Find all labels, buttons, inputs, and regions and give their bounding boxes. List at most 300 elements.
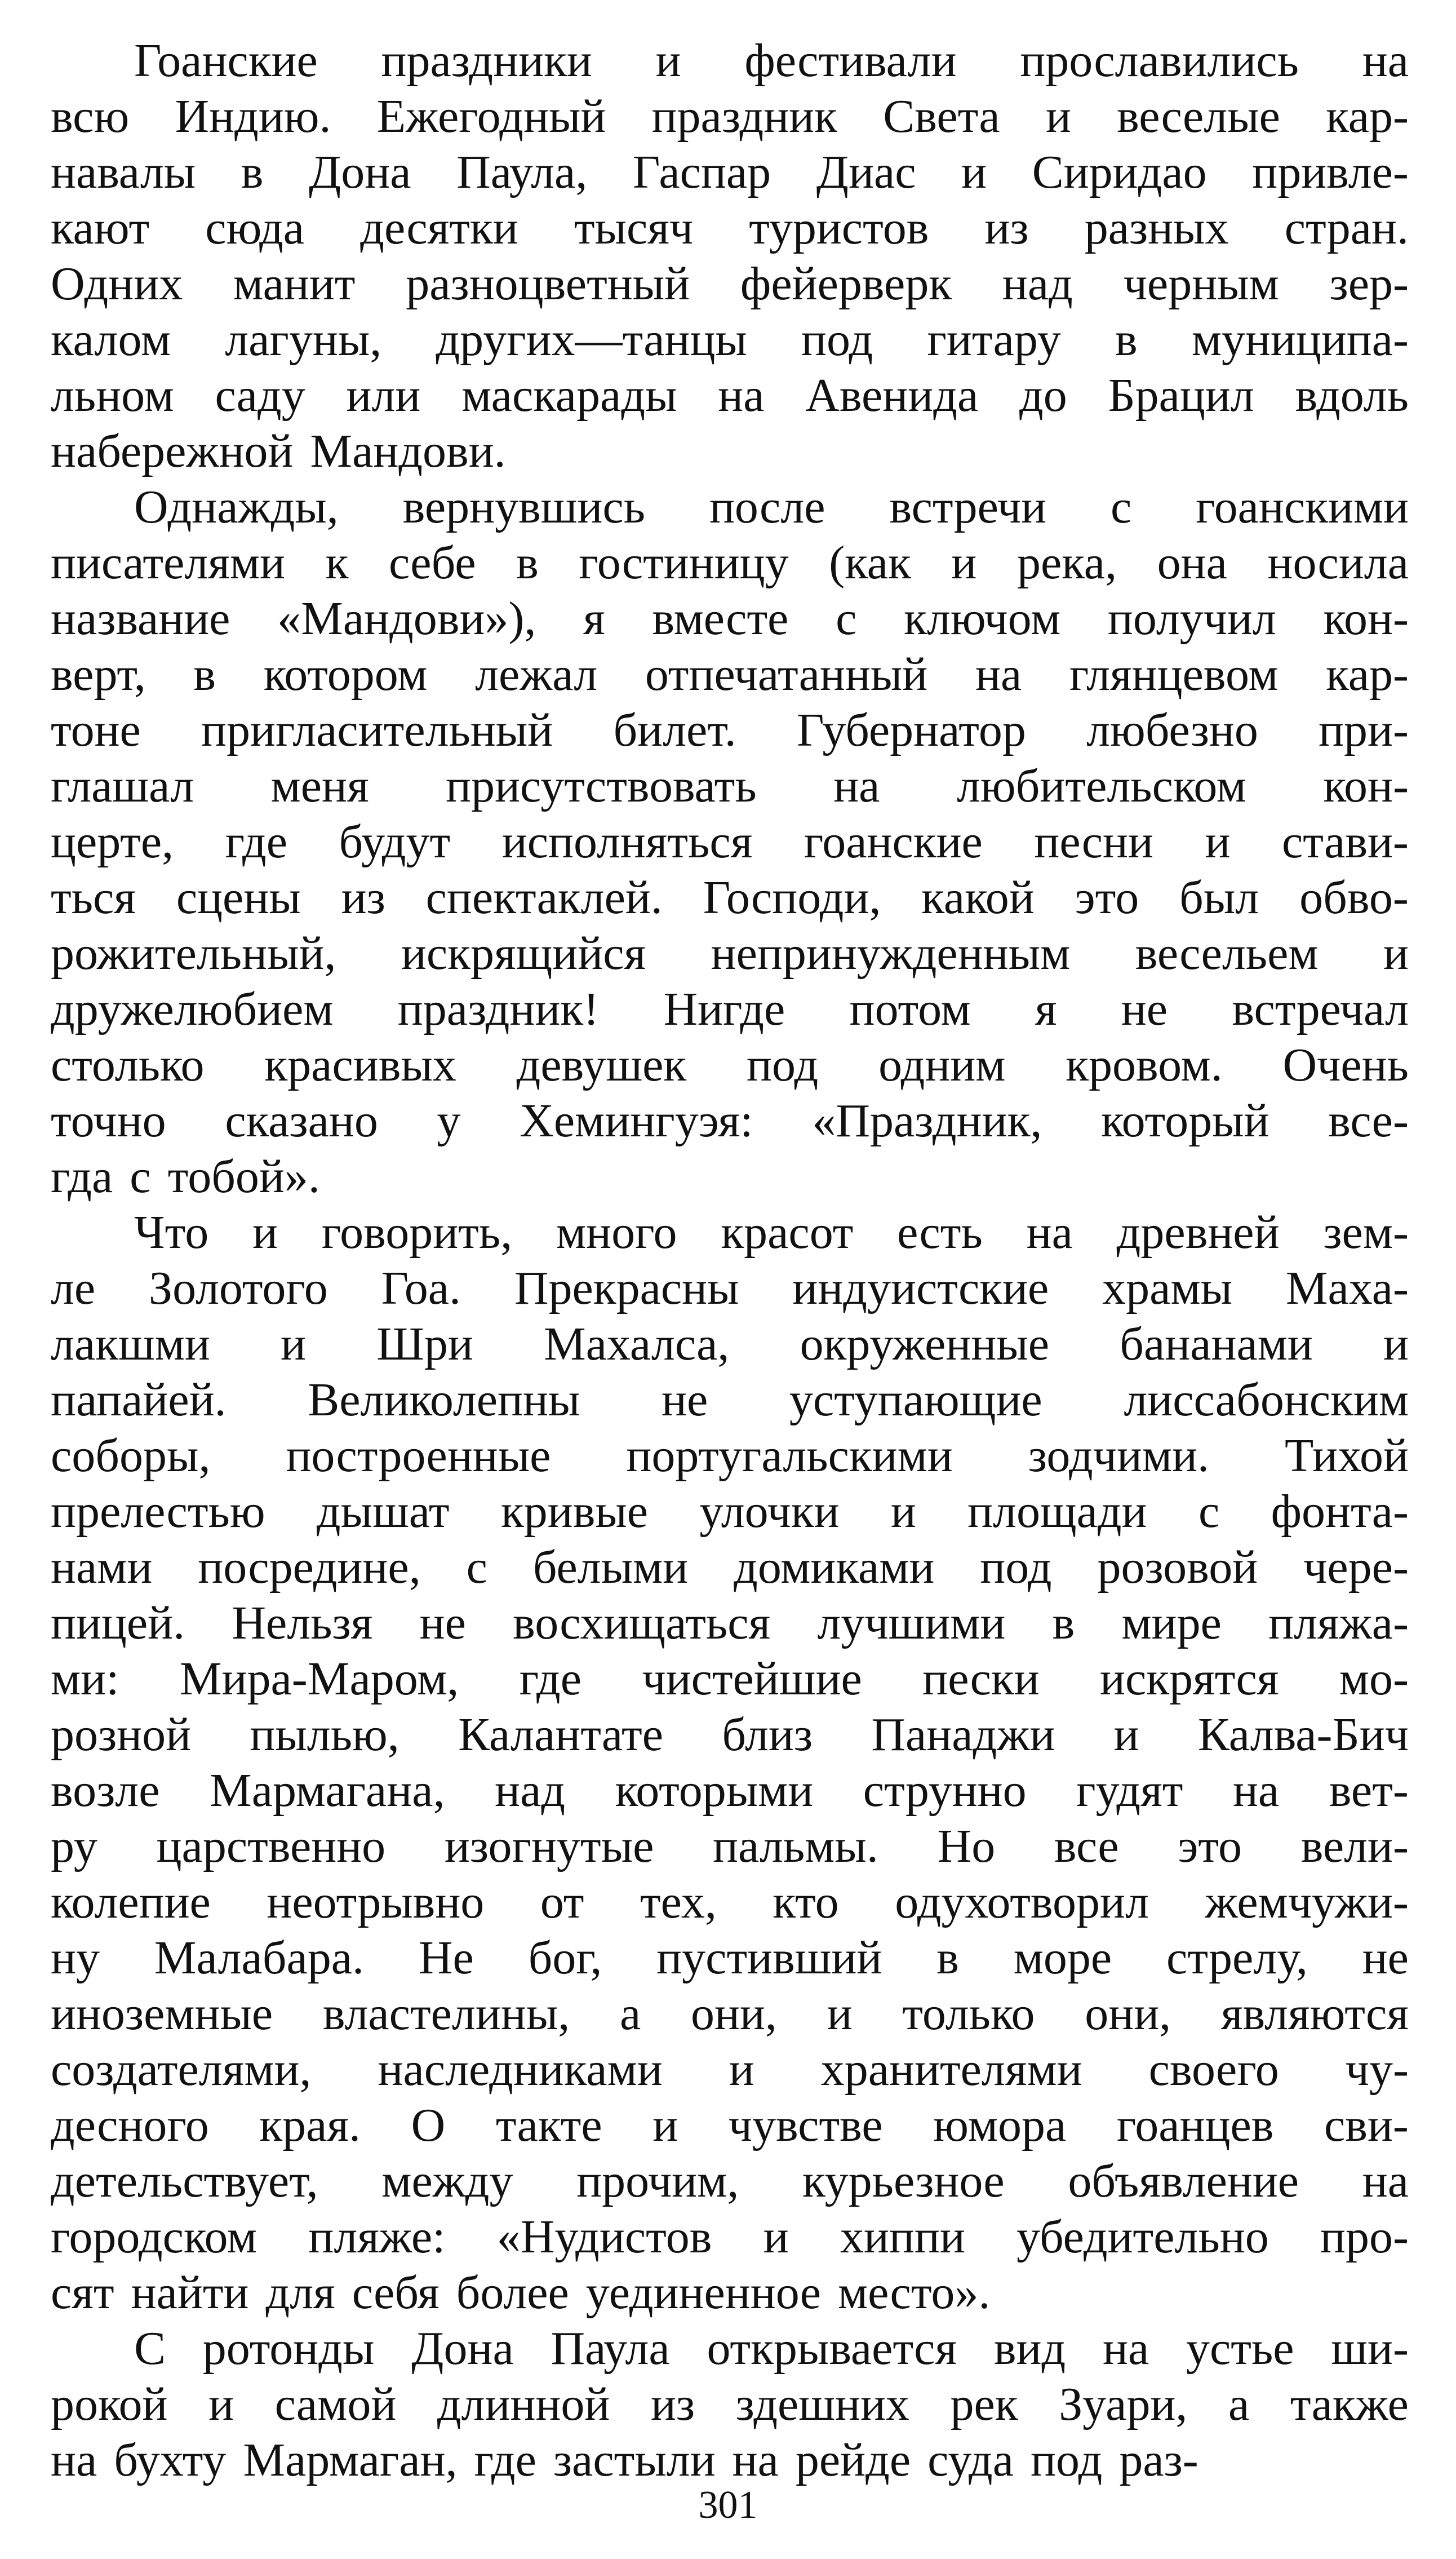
word: Мармагана, (210, 1764, 445, 1817)
text-line (51, 814, 1409, 870)
word: встречи (889, 481, 1047, 533)
word: спектаклей. (425, 871, 663, 924)
word: Что (134, 1206, 209, 1259)
word: получил (1107, 592, 1276, 645)
word: после (709, 481, 825, 533)
word: гитару (927, 313, 1061, 366)
word: в (193, 648, 216, 701)
text-line (51, 2153, 1409, 2209)
word: кон- (1323, 760, 1409, 812)
word: ми: (51, 1653, 119, 1705)
word: Ежегодный (376, 90, 606, 143)
word: лучшими (817, 1597, 1006, 1649)
word: под (1031, 2434, 1103, 2486)
word: Диас (816, 146, 916, 198)
word: говорить, (321, 1206, 513, 1259)
text-line (51, 1316, 1409, 1372)
word: древней (1116, 1206, 1280, 1259)
word: под (980, 1541, 1052, 1593)
word: Зуари, (1059, 2378, 1188, 2430)
word: сви- (1324, 2099, 1409, 2151)
text-line (51, 423, 1409, 479)
word: и (1205, 816, 1231, 868)
word: на (51, 2434, 97, 2486)
word: кто (773, 1876, 839, 1928)
word: хранителями (820, 2043, 1082, 2096)
word: с (836, 592, 857, 645)
word: пылью, (250, 1708, 399, 1761)
word: края. (259, 2099, 361, 2151)
word: вдоль (1295, 369, 1409, 422)
word: наследниками (378, 2043, 663, 2096)
word: маскарады (461, 369, 677, 422)
word: О (411, 2099, 446, 2151)
word: на (975, 648, 1022, 701)
word: у (437, 1095, 461, 1147)
text-line (51, 479, 1409, 535)
word: С (134, 2322, 166, 2375)
word: весельем (1135, 927, 1319, 980)
text-line (51, 368, 1409, 423)
word: зем- (1323, 1206, 1409, 1259)
text-line (51, 2265, 1409, 2321)
word: на (1232, 1764, 1280, 1817)
word: Мандови. (310, 425, 506, 477)
word: есть (897, 1206, 983, 1259)
word: все- (1328, 1095, 1409, 1147)
word: девушек (516, 1039, 687, 1091)
word: папайей. (51, 1374, 227, 1426)
word: при- (1319, 704, 1409, 756)
word: Но (937, 1820, 996, 1872)
text-line (51, 1707, 1409, 1763)
word: Прекрасны (514, 1262, 739, 1314)
word: португальскими (626, 1429, 953, 1482)
word: ши- (1331, 2322, 1409, 2375)
word: праздник! (397, 983, 600, 1035)
word: носила (1267, 537, 1409, 589)
text-line (51, 1651, 1409, 1707)
word: и (729, 2043, 754, 2096)
word: одним (878, 1039, 1006, 1091)
word: Золотого (149, 1262, 328, 1314)
word: зодчими. (1028, 1429, 1210, 1482)
word: потом (849, 983, 971, 1035)
word: десного (51, 2099, 209, 2151)
word: стави- (1282, 816, 1409, 868)
word: веселые (1117, 90, 1280, 143)
word: Гаспар (632, 146, 771, 198)
word: кар- (1326, 90, 1409, 143)
word: это (1075, 871, 1139, 924)
word: Паула (551, 2322, 670, 2375)
word: пицей. (51, 1597, 185, 1649)
word: нами (51, 1541, 153, 1593)
word: а (619, 1987, 641, 2040)
word: неотрывно (267, 1876, 485, 1928)
word: про- (1320, 2211, 1409, 2263)
word: бухту (114, 2434, 227, 2486)
word: построенные (286, 1429, 551, 1482)
word: непринужденным (711, 927, 1071, 980)
word: городском (51, 2211, 258, 2263)
word: прославились (1020, 34, 1299, 87)
word: или (346, 369, 421, 422)
word: чистейшие (642, 1653, 862, 1705)
word: праздник (651, 90, 837, 143)
word: убедительно (1016, 2211, 1269, 2263)
word: они, (690, 1987, 777, 2040)
word: в (1115, 313, 1138, 366)
word: саду (215, 369, 305, 422)
word: манит (233, 258, 356, 310)
word: песни (1034, 816, 1153, 868)
word: прелестью (51, 1485, 265, 1538)
word: чувстве (728, 2099, 883, 2151)
word: фонта- (1271, 1485, 1409, 1538)
word: ле (51, 1262, 96, 1314)
word: на (1102, 2322, 1149, 2375)
word: вели- (1300, 1820, 1409, 1872)
word: между (381, 2155, 513, 2207)
word: пляже: (308, 2211, 446, 2263)
word: в (516, 537, 539, 589)
word: ться (51, 871, 136, 924)
word: льном (51, 369, 174, 422)
word: найти (131, 2266, 249, 2319)
word: кают (51, 202, 150, 254)
word: фестивали (744, 34, 957, 87)
text-line (51, 256, 1409, 312)
word: вет- (1329, 1764, 1409, 1817)
word: вместе (652, 592, 789, 645)
word: колепие (51, 1876, 211, 1928)
word: бог, (528, 1932, 602, 1984)
word: я (1035, 983, 1057, 1035)
word: себя (352, 2266, 440, 2319)
word: и (655, 34, 681, 87)
word: улочки (699, 1485, 840, 1538)
word: обво- (1299, 871, 1409, 924)
word: любительском (957, 760, 1246, 812)
word: и (1045, 90, 1071, 143)
word: стран. (1284, 202, 1409, 254)
word: пески (922, 1653, 1040, 1705)
word: и (961, 146, 987, 198)
word: не (1121, 983, 1168, 1035)
word: искрящийся (401, 927, 646, 980)
text-line (51, 1763, 1409, 1818)
word: на (732, 2434, 779, 2486)
word: рейде (795, 2434, 911, 2486)
word: гоанскими (1196, 481, 1409, 533)
word: дышат (316, 1485, 450, 1538)
word: Хемингуэя: (520, 1095, 753, 1147)
word: прочим, (576, 2155, 739, 2207)
word: все (1054, 1820, 1119, 1872)
text-line (51, 88, 1409, 144)
word: из (984, 202, 1029, 254)
word: и (763, 2211, 789, 2263)
word: жемчужи- (1205, 1876, 1409, 1928)
word: глашал (51, 760, 194, 812)
text-line (51, 2042, 1409, 2097)
word: только (902, 1987, 1035, 2040)
word: любезно (1086, 704, 1258, 756)
word: суда (927, 2434, 1014, 2486)
word: мо- (1339, 1653, 1409, 1705)
text-line (51, 758, 1409, 814)
word: (как (829, 537, 911, 589)
word: гостиницу (579, 537, 789, 589)
word: с (466, 1541, 487, 1593)
word: розовой (1097, 1541, 1258, 1593)
word: индуистские (792, 1262, 1049, 1314)
text-line (51, 1149, 1409, 1205)
word: раз- (1119, 2434, 1198, 2486)
word: билет. (613, 704, 736, 756)
text-line (51, 926, 1409, 981)
word: над (495, 1764, 566, 1817)
word: розной (51, 1708, 192, 1761)
word: здешних (735, 2378, 909, 2430)
word: где (519, 1653, 582, 1705)
word: Авенида (805, 369, 979, 422)
word: над (1002, 258, 1073, 310)
word: тоне (51, 704, 141, 756)
word: не (662, 1374, 708, 1426)
text-line (51, 144, 1409, 200)
word: Гоа. (381, 1262, 461, 1314)
word: Одних (51, 258, 183, 310)
word: пляжа- (1268, 1597, 1409, 1649)
word: и (208, 2378, 234, 2430)
word: и (890, 1485, 916, 1538)
word: верт, (51, 648, 146, 701)
word: на (1362, 2155, 1409, 2207)
text-line (51, 1484, 1409, 1539)
word: они, (1085, 1987, 1171, 2040)
word: посредине, (198, 1541, 421, 1593)
word: искрятся (1100, 1653, 1279, 1705)
word: пальмы. (713, 1820, 878, 1872)
word: глянцевом (1069, 648, 1279, 701)
word: привле- (1252, 146, 1409, 198)
word: лиссабонским (1124, 1374, 1409, 1426)
word: сказано (225, 1095, 378, 1147)
word: чу- (1345, 2043, 1409, 2096)
page-number: 301 (698, 2483, 758, 2527)
word: название (51, 592, 230, 645)
word: Калва-Бич (1197, 1708, 1409, 1761)
word: с (1198, 1485, 1220, 1538)
word: а (1228, 2378, 1250, 2430)
word: навалы (51, 146, 196, 198)
word: калом (51, 313, 171, 366)
word: «Нудистов (496, 2211, 712, 2263)
word: лежал (475, 648, 598, 701)
word: меня (270, 760, 369, 812)
word: Маха- (1285, 1262, 1409, 1314)
word: гоанцев (1116, 2099, 1274, 2151)
word: чере- (1303, 1541, 1409, 1593)
word: я (583, 592, 605, 645)
word: Махалса, (544, 1318, 730, 1370)
word: Господи, (703, 871, 881, 924)
word: красот (721, 1206, 854, 1259)
text-line (51, 870, 1409, 926)
word: тобой». (167, 1150, 320, 1203)
word: Дона (411, 2322, 514, 2375)
word: это (1178, 1820, 1242, 1872)
text-line (51, 1818, 1409, 1874)
word: Малабара. (154, 1932, 365, 1984)
word: детельствует, (51, 2155, 318, 2207)
word: и (1383, 927, 1409, 980)
word: хиппи (840, 2211, 965, 2263)
word: не (419, 1597, 466, 1649)
word: бананами (1120, 1318, 1313, 1370)
word: исполняться (501, 816, 753, 868)
text-line (51, 1093, 1409, 1149)
word: муниципа- (1191, 313, 1409, 366)
word: более (456, 2266, 569, 2319)
text-line (51, 702, 1409, 758)
text-line (51, 2209, 1409, 2265)
word: домиками (734, 1541, 935, 1593)
word: кривые (500, 1485, 649, 1538)
word: курьезное (802, 2155, 1005, 2207)
word: Мармаган, (243, 2434, 458, 2486)
word: Нельзя (232, 1597, 373, 1649)
word: где (474, 2434, 536, 2486)
word: она (1157, 537, 1227, 589)
word: Губернатор (796, 704, 1026, 756)
word: встречал (1232, 983, 1409, 1035)
text-line (51, 591, 1409, 647)
word: длинной (437, 2378, 610, 2430)
text-line (51, 2376, 1409, 2432)
word: самой (274, 2378, 397, 2430)
text-line (51, 33, 1409, 88)
word: был (1179, 871, 1259, 924)
word: храмы (1102, 1262, 1233, 1314)
word: в (936, 1932, 959, 1984)
word: точно (51, 1095, 166, 1147)
word: будут (339, 816, 451, 868)
word: кровом. (1066, 1039, 1223, 1091)
word: такте (495, 2099, 602, 2151)
word: из (650, 2378, 695, 2430)
word: с (1110, 481, 1132, 533)
word: рожительный, (51, 927, 336, 980)
word: от (540, 1876, 584, 1928)
page-text (51, 33, 1409, 2535)
word: своего (1148, 2043, 1279, 2096)
word: под (801, 313, 873, 366)
word: Калантате (458, 1708, 664, 1761)
word: ключом (904, 592, 1061, 645)
word: не (1362, 1932, 1409, 1984)
text-line (51, 1037, 1409, 1093)
text-line (51, 2097, 1409, 2153)
word: фейерверк (740, 258, 952, 310)
word: Тихой (1285, 1429, 1409, 1482)
word: Не (418, 1932, 474, 1984)
word: разных (1084, 202, 1229, 254)
word: возле (51, 1764, 160, 1817)
word: уединенное (585, 2266, 822, 2319)
word: река, (1016, 537, 1117, 589)
word: вернувшись (402, 481, 645, 533)
word: одухотворил (895, 1876, 1149, 1928)
text-line (51, 1930, 1409, 1986)
word: «Мандови»), (277, 592, 536, 645)
word: к (325, 537, 349, 589)
word: и (1383, 1318, 1409, 1370)
word: набережной (51, 425, 294, 477)
word: Сиридао (1032, 146, 1207, 198)
word: десятки (360, 202, 518, 254)
word: отпечатанный (645, 648, 928, 701)
word: ротонды (202, 2322, 375, 2375)
word: рек (950, 2378, 1018, 2430)
word: праздники (381, 34, 592, 87)
word: тех, (640, 1876, 717, 1928)
word: уступающие (789, 1374, 1042, 1426)
word: дружелюбием (51, 983, 334, 1035)
word: на (1026, 1206, 1073, 1259)
word: какой (921, 871, 1035, 924)
word: на (833, 760, 880, 812)
word: мире (1121, 1597, 1222, 1649)
word: Гоанские (134, 34, 318, 87)
word: которыми (615, 1764, 814, 1817)
text-line (51, 2321, 1409, 2376)
text-line (51, 200, 1409, 256)
word: для (265, 2266, 335, 2319)
text-line (51, 1595, 1409, 1651)
word: зер- (1329, 258, 1409, 310)
word: кон- (1323, 592, 1409, 645)
word: царственно (156, 1820, 386, 1872)
text-line (51, 647, 1409, 702)
word: являются (1220, 1987, 1409, 2040)
word: изогнутые (444, 1820, 654, 1872)
word: Брацил (1108, 369, 1254, 422)
word: писателями (51, 537, 285, 589)
word: с (130, 1150, 151, 1203)
word: Панаджи (871, 1708, 1055, 1761)
word: Дона (309, 146, 411, 198)
word: столько (51, 1039, 205, 1091)
word: юмора (933, 2099, 1067, 2151)
word: море (1013, 1932, 1112, 1984)
word: в (241, 146, 264, 198)
word: других—танцы (436, 313, 747, 366)
text-line (51, 1986, 1409, 2042)
word: также (1290, 2378, 1409, 2430)
word: котором (263, 648, 428, 701)
word: Однажды, (134, 481, 339, 533)
word: струнно (863, 1764, 1027, 1817)
word: иноземные (51, 1987, 273, 2040)
word: открывается (707, 2322, 957, 2375)
text-line (51, 1260, 1409, 1316)
word: лакшми (51, 1318, 210, 1370)
word: на (718, 369, 765, 422)
word: себе (388, 537, 476, 589)
